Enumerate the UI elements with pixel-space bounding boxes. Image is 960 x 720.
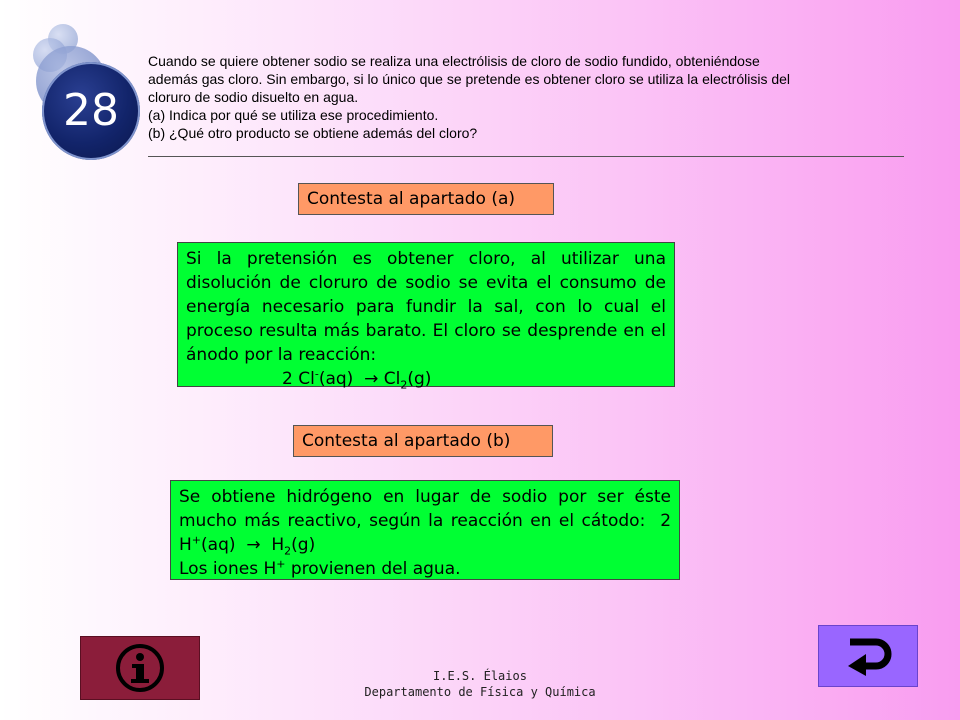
question-line: Cuando se quiere obtener sodio se realiza una electrólisis de cloro de sodio fundido, obteniéndose — [148, 53, 760, 69]
part-a-equation — [186, 367, 666, 391]
part-b-line2 — [179, 557, 671, 581]
department-name: Departamento de Física y Química — [364, 685, 596, 699]
info-button[interactable] — [80, 636, 200, 700]
part-b-sentence: Se obtiene hidrógeno en lugar de sodio por ser éste mucho más reactivo, según la reacción en el cátodo: — [179, 487, 671, 531]
ions-charge: + — [276, 557, 286, 571]
part-b-answer — [170, 480, 680, 580]
eq-right: H — [271, 535, 285, 555]
part-b-button[interactable]: Contesta al apartado (b) — [293, 425, 553, 457]
part-a-button[interactable]: Contesta al apartado (a) — [298, 183, 554, 215]
eq-right-state: (g) — [407, 369, 432, 389]
eq-left-charge: + — [191, 533, 202, 547]
ions-text: Los iones H — [179, 559, 277, 579]
return-arrow-icon — [842, 636, 894, 676]
divider — [148, 156, 904, 157]
question-line: (b) ¿Qué otro producto se obtiene además del cloro? — [148, 125, 478, 141]
question-line: además gas cloro. Sin embargo, si lo único que se pretende es obtener cloro se utiliza la electrólisis del — [148, 71, 791, 87]
part-b-text — [179, 485, 671, 557]
arrow-icon: → — [364, 369, 379, 389]
eq-right-state: (g) — [291, 535, 316, 555]
eq-left-state: (aq) — [201, 535, 236, 555]
slide-number: 28 — [63, 85, 119, 136]
ions-text-end: provienen del agua. — [285, 559, 461, 579]
part-a-answer — [177, 242, 675, 392]
footer — [330, 668, 630, 700]
arrow-icon: → — [246, 535, 261, 555]
eq-left-state: (aq) — [318, 369, 354, 389]
eq-left: 2 Cl — [282, 369, 315, 389]
eq-left-charge: - — [314, 367, 319, 381]
eq-right-subscript: 2 — [284, 544, 292, 558]
question-line: (a) Indica por qué se utiliza ese procedimiento. — [148, 107, 439, 123]
eq-right-subscript: 2 — [400, 378, 408, 392]
part-a-text: Si la pretensión es obtener cloro, al utilizar una disolución de cloruro de sodio se evita el consumo de energía necesario para fundir la sal, con lo cual el proceso resulta más barato. El cloro se desprende en el ánodo por la reacción: — [186, 249, 666, 365]
eq-right: Cl — [383, 369, 401, 389]
eq-left: 2 H — [179, 511, 672, 555]
question-text — [148, 52, 908, 142]
back-button[interactable] — [818, 625, 918, 687]
info-icon — [114, 642, 166, 694]
school-name: I.E.S. Élaios — [433, 669, 527, 683]
question-line: cloruro de sodio disuelto en agua. — [148, 89, 359, 105]
